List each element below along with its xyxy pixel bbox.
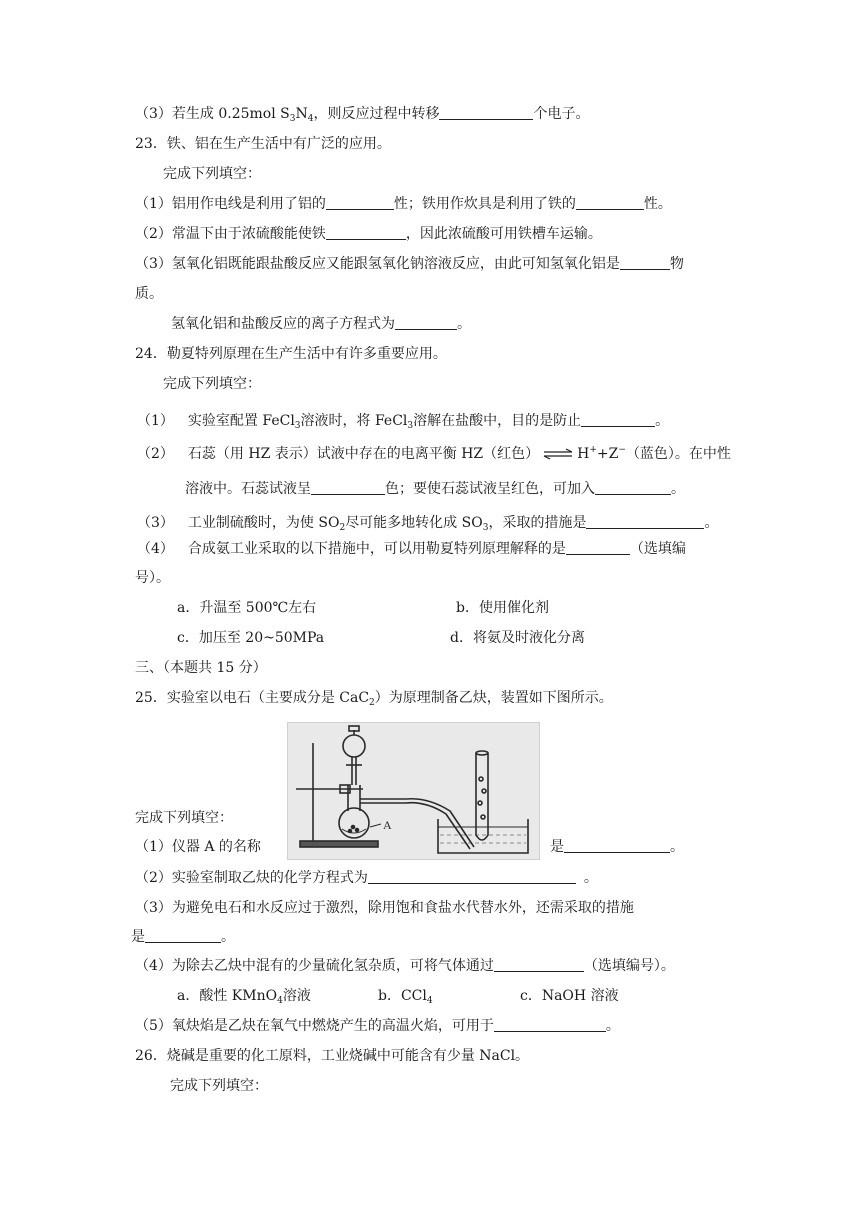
answer-blank[interactable] [494, 956, 584, 972]
q26-intro: 完成下列填空： [170, 1078, 268, 1094]
q23-part3-equation: 氢氧化铝和盐酸反应的离子方程式为 。 [171, 316, 471, 332]
q25-title: 25．实验室以电石（主要成分是 CaC$_2$）为原理制备乙炔，装置如下图所示。 [135, 690, 613, 708]
q24-option-c: c．加压至 20~50MPa [177, 630, 325, 646]
answer-blank[interactable] [494, 1016, 606, 1032]
q24-part4: （4） 合成氨工业采取的以下措施中，可以用勒夏特列原理解释的是 （选填编 [137, 541, 686, 557]
q24-part2: （2） 石蕊（用 HZ 表示）试液中存在的电离平衡 HZ（红色） H++Z−（蓝色）。在中性 [137, 445, 731, 462]
q25-part4: （4）为除去乙炔中混有的少量硫化氢杂质，可将气体通过 （选填编号）。 [135, 958, 675, 974]
answer-blank[interactable] [439, 104, 533, 120]
q23-part3-cont: 质。 [135, 286, 163, 302]
q25-option-c: c．NaOH 溶液 [520, 988, 619, 1004]
answer-blank[interactable] [326, 194, 394, 210]
q24-option-a: a．升温至 500℃左右 [177, 600, 317, 616]
answer-blank[interactable] [395, 314, 457, 330]
answer-blank[interactable] [326, 224, 406, 240]
q23-part2: （2）常温下由于浓硫酸能使铁 ，因此浓硫酸可用铁槽车运输。 [135, 226, 602, 242]
q24-title: 24．勒夏特列原理在生产生活中有许多重要应用。 [135, 346, 447, 362]
q25-part2: （2）实验室制取乙炔的化学方程式为 。 [135, 870, 598, 886]
apparatus-drawing [288, 723, 539, 859]
q24-option-d: d．将氨及时液化分离 [450, 630, 585, 646]
q24-part1: （1） 实验室配置 FeCl$_3$溶液时，将 FeCl$_3$溶解在盐酸中，目的是防止 。 [137, 413, 670, 431]
q22-part3: （3）若生成 0.25mol $S_3N_4$，则反应过程中转移 个电子。 [135, 106, 590, 124]
q23-title: 23．铁、铝在生产生活中有广泛的应用。 [135, 136, 391, 152]
answer-blank[interactable] [311, 479, 385, 495]
answer-blank[interactable] [368, 868, 576, 884]
q24-part4-cont: 号）。 [135, 570, 170, 586]
q24-part3: （3） 工业制硫酸时，为使 $SO_2$尽可能多地转化成 $SO_3$，采取的措施是 。 [137, 515, 719, 533]
q23-part3: （3）氢氧化铝既能跟盐酸反应又能跟氢氧化钠溶液反应，由此可知氢氧化铝是 物 [135, 256, 684, 272]
q25-part3: （3）为避免电石和水反应过于激烈，除用饱和食盐水代替水外，还需采取的措施 [135, 900, 634, 916]
answer-blank[interactable] [586, 513, 704, 529]
answer-blank[interactable] [566, 539, 630, 555]
q25-part1-answer: 是 。 [550, 839, 684, 855]
answer-blank[interactable] [620, 254, 670, 270]
q25-part5: （5）氧炔焰是乙炔在氧气中燃烧产生的高温火焰，可用于 。 [135, 1018, 620, 1034]
q24-intro: 完成下列填空： [163, 376, 261, 392]
q23-part1: （1）铝用作电线是利用了铝的 性；铁用作炊具是利用了铁的 性。 [135, 196, 672, 212]
figure-label-a: A [383, 818, 392, 832]
q25-intro: 完成下列填空： [135, 810, 233, 826]
q25-option-b: b．CCl$_4$ [378, 988, 433, 1006]
q23-intro: 完成下列填空： [163, 166, 261, 182]
q26-title: 26．烧碱是重要的化工原料，工业烧碱中可能含有少量 NaCl。 [135, 1048, 530, 1064]
answer-blank[interactable] [595, 479, 671, 495]
section-3-heading: 三、（本题共 15 分） [135, 660, 267, 676]
answer-blank[interactable] [581, 411, 655, 427]
q24-option-b: b．使用催化剂 [456, 600, 549, 616]
answer-blank[interactable] [576, 194, 644, 210]
q25-part1-label: （1）仪器 A 的名称 [135, 839, 261, 855]
equilibrium-arrow-icon [542, 448, 574, 460]
q24-part2-cont: 溶液中。石蕊试液呈 色；要使石蕊试液呈红色，可加入 。 [185, 481, 685, 497]
q25-part3-cont: 是 。 [131, 929, 235, 945]
q25-option-a: a．酸性 KMnO$_4$溶液 [177, 988, 311, 1006]
answer-blank[interactable] [145, 927, 221, 943]
answer-blank[interactable] [564, 837, 670, 853]
acetylene-apparatus-figure [287, 722, 540, 860]
